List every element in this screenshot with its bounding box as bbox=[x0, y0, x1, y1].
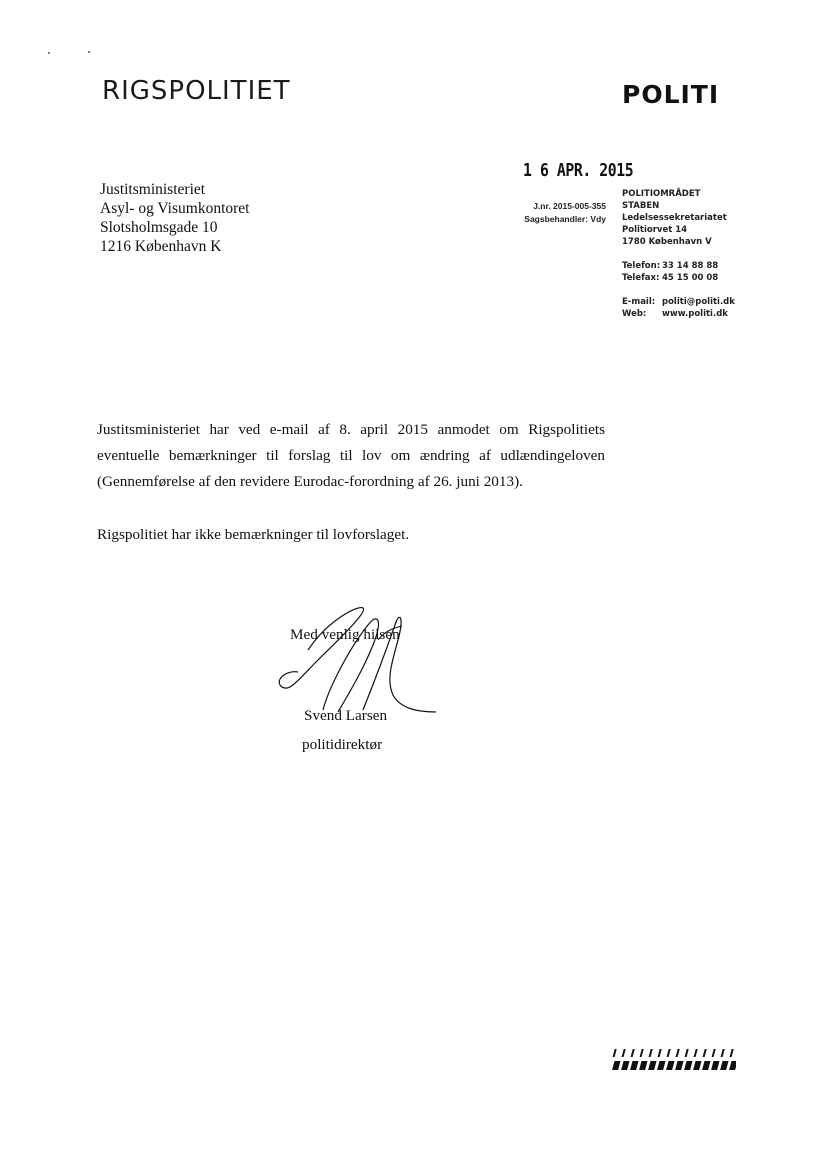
phone-label: Telefon: bbox=[622, 261, 661, 271]
reference-block bbox=[524, 200, 606, 226]
sender-email bbox=[622, 296, 735, 308]
recipient-line: Justitsministeriet bbox=[100, 181, 206, 198]
scan-speck bbox=[88, 51, 90, 53]
web-label: Web: bbox=[622, 309, 647, 319]
sender-office: Ledelsessekretariatet bbox=[622, 213, 727, 223]
recipient-line: Slotsholmsgade 10 bbox=[100, 219, 218, 236]
recipient-line: 1216 København K bbox=[100, 238, 222, 255]
fax-value: 45 15 00 08 bbox=[662, 273, 719, 283]
body-paragraph: Rigspolitiet har ikke bemærkninger til lovforslaget. bbox=[97, 526, 410, 543]
scan-speck bbox=[48, 52, 50, 54]
sender-street: Politiorvet 14 bbox=[622, 225, 688, 235]
signatory-title: politidirektør bbox=[302, 736, 383, 753]
journal-number: J.nr. 2015-005-355 bbox=[533, 201, 606, 211]
agency-title: RIGSPOLITIET bbox=[102, 76, 291, 106]
body-paragraph: Justitsministeriet har ved e-mail af 8. april 2015 anmodet om Rigspolitiets eventuelle bemærkninger til forslag til lov om ændring af udlændingeloven (Gennemførelse af den revidere Eurodac-forordning af 26. juni 2013). bbox=[97, 421, 605, 490]
politi-logo: POLITI bbox=[622, 80, 720, 109]
sender-block bbox=[622, 188, 735, 320]
sender-fax bbox=[622, 272, 735, 284]
sender-department: STABEN bbox=[622, 201, 660, 211]
case-handler: Sagsbehandler: Vdy bbox=[524, 214, 606, 224]
closing-greeting: Med venlig hilsen bbox=[290, 626, 400, 643]
web-value: www.politi.dk bbox=[662, 309, 728, 319]
signature-icon bbox=[268, 600, 438, 720]
email-value: politi@politi.dk bbox=[662, 297, 735, 307]
email-label: E-mail: bbox=[622, 297, 656, 307]
sender-phone bbox=[622, 260, 735, 272]
recipient-address bbox=[100, 180, 249, 256]
date-stamp: 1 6 APR. 2015 bbox=[523, 160, 634, 181]
politi-stripe-logo-icon bbox=[612, 1048, 736, 1072]
recipient-line: Asyl- og Visumkontoret bbox=[100, 200, 250, 217]
fax-label: Telefax: bbox=[622, 273, 660, 283]
sender-web bbox=[622, 308, 735, 320]
sender-unit: POLITIOMRÅDET bbox=[622, 189, 701, 199]
sender-city: 1780 København V bbox=[622, 237, 712, 247]
phone-value: 33 14 88 88 bbox=[662, 261, 719, 271]
signatory-name: Svend Larsen bbox=[304, 707, 388, 724]
